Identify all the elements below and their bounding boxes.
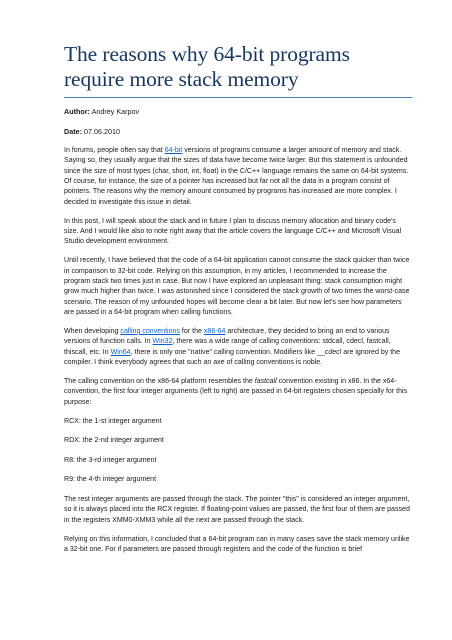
title-line-2: require more stack memory — [64, 67, 299, 91]
link-win64[interactable]: Win64 — [110, 348, 131, 356]
paragraph-6: The rest integer arguments are passed through the stack. The pointer "this" is considered an integer argument, so it is always placed into the RCX register. If floating-point values are passed, the first four of them are passed in the registers XMM0-XMM3 while all the next are passed through the stack. — [64, 496, 410, 524]
register-item-r8: R8: the 3-rd integer argument — [64, 456, 157, 464]
register-item-r9: R9: the 4-th integer argument — [64, 476, 157, 484]
author-label: Author: — [64, 107, 90, 116]
date-label: Date: — [64, 127, 82, 136]
paragraph-5: The calling convention on the x86-64 platform resembles the fastcall convention existing in x86. In the x64-convention, the first four integer arguments (left to right) are passed in 64-bit registers chosen specially for this purpose: — [64, 377, 408, 406]
link-calling-conventions[interactable]: calling conventions — [120, 327, 180, 335]
paragraph-4: When developing calling conventions for the x86-64 architecture, they decided to bring an end to various versions of function calls. In Win32, there was a wide range of calling conventions: stdcall, cdecl, fastcall, thiscall, etc. In Win64, there is only one "native" calling convention. Modifiers like __cdecl are ignored by the compiler. I think everybody agrees that such an axe of calling conventions is noble. — [64, 327, 401, 366]
paragraph-3: Until recently, I have believed that the code of a 64-bit application cannot consume the stack quicker than twice in comparison to 32-bit code. Relying on this assumption, in my articles, I recommended to increase the program stack two times just in case. But now I have explored an unpleasant thing: stack consumption might grow much higher than twice. I was astonished since I considered the stack growth of two times the worst-case scenario. The reason of my unfounded hopes will become clear a bit later. But now let's see how parameters are passed in a 64-bit program when calling functions. — [64, 257, 410, 316]
link-64-bit[interactable]: 64-bit — [164, 147, 183, 154]
link-x86-64[interactable]: x86-64 — [203, 327, 226, 335]
date-value: 07.06.2010 — [83, 127, 120, 136]
document-title — [64, 42, 412, 98]
paragraph-1: In forums, people often say that 64-bit versions of programs consume a larger amount of memory and stack. Saying so, they usually argue that the sizes of data have become twice larger. But this statement is unfounded since the size of most types (char, short, int, float) in the C/C++ language remains the same on 64-bit systems. Of course, for instance, the size of a pointer has increased but far not all the data in a program consist of pointers. The reasons why the memory amount consumed by programs has increased are more complex. I decided to investigate this issue in detail. — [64, 147, 409, 206]
title-line-1: The reasons why 64-bit programs — [64, 42, 350, 66]
date-line — [64, 127, 412, 137]
article-body — [64, 146, 412, 555]
author-name: Andrey Karpov — [91, 107, 140, 116]
link-win32[interactable]: Win32 — [152, 338, 173, 346]
paragraph-7: Relying on this information, I concluded that a 64-bit program can in many cases save the stack memory unlike a 32-bit one. For if parameters are passed through registers and the code of the function is brief — [64, 535, 410, 554]
register-item-rcx: RCX: the 1-st integer argument — [64, 417, 162, 425]
paragraph-2: In this post, I will speak about the stack and in future I plan to discuss memory allocation and binary code's size. And I would like also to note right away that the article covers the language C/C++ and Microsoft Visual Studio development environment. — [64, 217, 402, 246]
author-line — [64, 107, 412, 117]
register-item-rdx: RDX: the 2-nd integer argument — [64, 437, 164, 445]
